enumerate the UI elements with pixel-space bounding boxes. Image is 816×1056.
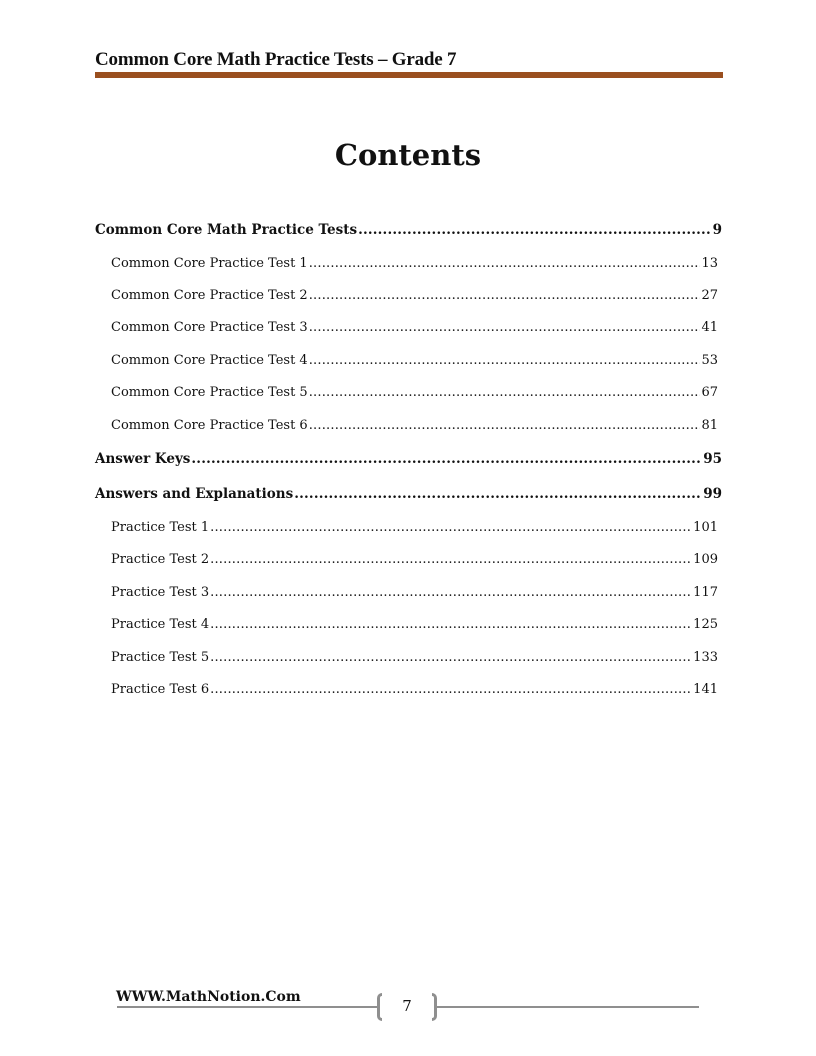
toc-entry-title: Practice Test 3 xyxy=(111,585,210,600)
toc-dot-leader xyxy=(309,353,701,368)
toc-entry[interactable] xyxy=(95,520,718,544)
toc-dot-leader xyxy=(309,320,701,335)
toc-dot-leader xyxy=(294,486,702,502)
toc-entry-title: Practice Test 4 xyxy=(111,617,210,632)
footer-rule-left xyxy=(117,1006,379,1008)
toc-entry-page: 125 xyxy=(693,617,718,632)
toc-entry[interactable] xyxy=(95,256,718,280)
toc-entry-title: Common Core Practice Test 5 xyxy=(111,385,308,400)
toc-dot-leader xyxy=(210,585,692,600)
toc-dot-leader xyxy=(309,256,701,271)
toc-dot-leader xyxy=(210,552,692,567)
toc-entry[interactable] xyxy=(95,585,718,609)
toc-entry-page: 41 xyxy=(701,320,718,335)
toc-entry-page: 133 xyxy=(693,650,718,665)
toc-dot-leader xyxy=(210,650,692,665)
footer-rule-right xyxy=(437,1006,699,1008)
toc-entry[interactable] xyxy=(95,552,718,576)
toc-entry-page: 95 xyxy=(703,451,722,467)
toc-dot-leader xyxy=(309,418,701,433)
toc-dot-leader xyxy=(358,222,712,238)
toc-entry-page: 117 xyxy=(693,585,718,600)
toc-entry[interactable] xyxy=(95,486,722,510)
toc-dot-leader xyxy=(210,520,692,535)
toc-entry[interactable] xyxy=(95,288,718,312)
toc-entry[interactable] xyxy=(95,617,718,641)
toc-entry-title: Common Core Practice Test 2 xyxy=(111,288,308,303)
page-number: 7 xyxy=(402,997,412,1015)
toc-entry[interactable] xyxy=(95,222,722,246)
toc-entry-title: Common Core Practice Test 1 xyxy=(111,256,308,271)
toc-entry-title: Common Core Practice Test 6 xyxy=(111,418,308,433)
toc-entry-title: Common Core Math Practice Tests xyxy=(95,222,358,238)
toc-entry-page: 101 xyxy=(693,520,718,535)
toc-entry-title: Common Core Practice Test 3 xyxy=(111,320,308,335)
toc-entry[interactable] xyxy=(95,682,718,706)
toc-entry-page: 9 xyxy=(712,222,722,238)
toc-entry-title: Practice Test 1 xyxy=(111,520,210,535)
toc-entry-title: Practice Test 5 xyxy=(111,650,210,665)
toc-dot-leader xyxy=(210,617,692,632)
toc-entry-page: 99 xyxy=(703,486,722,502)
toc-dot-leader xyxy=(191,451,702,467)
toc-entry-title: Common Core Practice Test 4 xyxy=(111,353,308,368)
toc-entry-title: Answer Keys xyxy=(95,451,191,467)
header-rule xyxy=(95,72,723,78)
toc-entry-page: 81 xyxy=(701,418,718,433)
toc-entry-page: 109 xyxy=(693,552,718,567)
toc-entry-page: 13 xyxy=(701,256,718,271)
toc-entry-title: Answers and Explanations xyxy=(95,486,294,502)
toc-entry[interactable] xyxy=(95,385,718,409)
toc-entry-title: Practice Test 6 xyxy=(111,682,210,697)
running-header: Common Core Math Practice Tests – Grade 7 xyxy=(95,49,457,70)
toc-entry[interactable] xyxy=(95,353,718,377)
toc-entry-page: 27 xyxy=(701,288,718,303)
page-title: Contents xyxy=(334,138,482,172)
page-number-bracket-right xyxy=(432,993,437,1021)
toc-dot-leader xyxy=(309,385,701,400)
toc-dot-leader xyxy=(309,288,701,303)
toc-entry-title: Practice Test 2 xyxy=(111,552,210,567)
toc-dot-leader xyxy=(210,682,692,697)
footer-website: WWW.MathNotion.Com xyxy=(116,989,301,1005)
toc-entry[interactable] xyxy=(95,418,718,442)
toc-entry[interactable] xyxy=(95,320,718,344)
toc-entry-page: 141 xyxy=(693,682,718,697)
toc-entry-page: 67 xyxy=(701,385,718,400)
toc-entry[interactable] xyxy=(95,650,718,674)
toc-entry[interactable] xyxy=(95,451,722,475)
toc-entry-page: 53 xyxy=(701,353,718,368)
